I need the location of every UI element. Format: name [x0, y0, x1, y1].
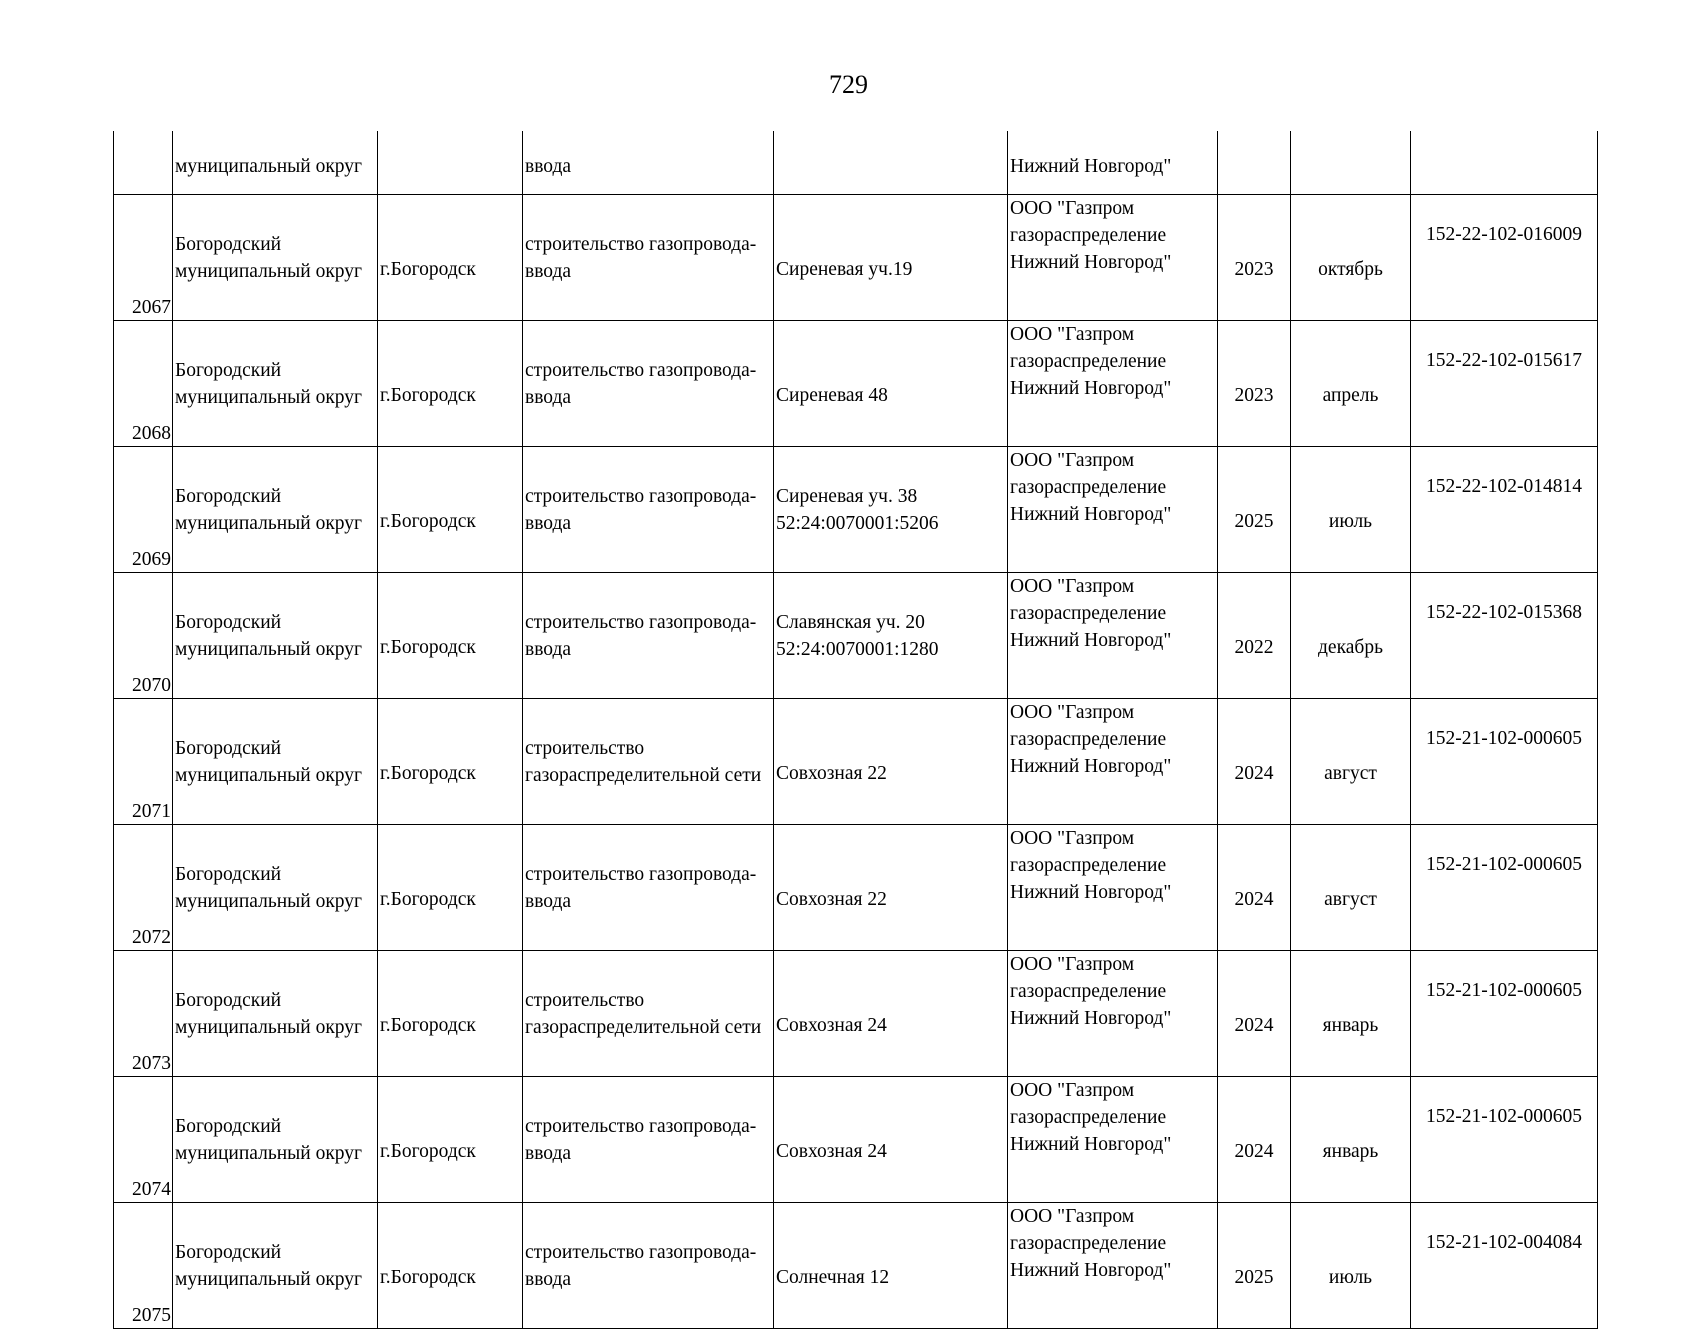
- work-line: строительство: [525, 989, 645, 1011]
- cell-work: [523, 1203, 774, 1329]
- gasification-table: [113, 131, 1598, 1329]
- cell-district: [173, 321, 378, 447]
- district-line: муниципальный округ: [175, 260, 363, 282]
- cell-work: [523, 195, 774, 321]
- org-line: Нижний Новгород": [1010, 882, 1172, 903]
- address-line: Сиреневая уч. 38: [776, 485, 918, 507]
- address-line: Совхозная 22: [776, 763, 887, 784]
- cell-district: [173, 825, 378, 951]
- cell-month: апрель: [1291, 321, 1411, 447]
- cell-month: июль: [1291, 1203, 1411, 1329]
- cell-year: 2025: [1218, 447, 1291, 573]
- page-number: 729: [829, 70, 868, 99]
- cell-work: [523, 573, 774, 699]
- work-line: ввода: [525, 638, 572, 660]
- org-line: газораспределение: [1010, 477, 1167, 498]
- cell-org: [1008, 1203, 1218, 1329]
- cell-num: 2072: [114, 825, 173, 951]
- cell-city: г.Богородск: [378, 321, 523, 447]
- cell-address: [774, 1203, 1008, 1329]
- cell-work: [523, 951, 774, 1077]
- work-line: строительство газопровода-: [525, 485, 757, 507]
- cell-month: июль: [1291, 447, 1411, 573]
- cell-work: ввода: [523, 131, 774, 195]
- cell-address: [774, 699, 1008, 825]
- cell-district: [173, 195, 378, 321]
- work-line: строительство газопровода-: [525, 863, 757, 885]
- cell-district: [173, 1077, 378, 1203]
- district-line: муниципальный округ: [175, 1268, 363, 1290]
- work-line: строительство газопровода-: [525, 611, 757, 633]
- district-line: Богородский: [175, 1115, 282, 1137]
- cell-city: г.Богородск: [378, 825, 523, 951]
- cell-address: [774, 825, 1008, 951]
- work-line: ввода: [525, 512, 572, 534]
- org-line: ООО "Газпром: [1010, 1206, 1135, 1227]
- org-line: Нижний Новгород": [1010, 1008, 1172, 1029]
- cell-district: [173, 447, 378, 573]
- cell-org: [1008, 825, 1218, 951]
- org-line: Нижний Новгород": [1010, 504, 1172, 525]
- cell-doc: [1411, 131, 1598, 195]
- address-line: Славянская уч. 20: [776, 611, 925, 633]
- org-line: ООО "Газпром: [1010, 324, 1135, 345]
- district-line: Богородский: [175, 989, 282, 1011]
- cell-district: [173, 699, 378, 825]
- org-line: газораспределение: [1010, 729, 1167, 750]
- cell-address: [774, 447, 1008, 573]
- district-line: Богородский: [175, 737, 282, 759]
- district-line: муниципальный округ: [175, 764, 363, 786]
- work-line: ввода: [525, 386, 572, 408]
- cell-city: г.Богородск: [378, 195, 523, 321]
- cell-num: 2067: [114, 195, 173, 321]
- district-line: муниципальный округ: [175, 386, 363, 408]
- work-line: строительство: [525, 737, 645, 759]
- org-line: ООО "Газпром: [1010, 1080, 1135, 1101]
- cell-month: январь: [1291, 951, 1411, 1077]
- cell-org: [1008, 321, 1218, 447]
- cell-doc: 152-21-102-000605: [1411, 699, 1598, 825]
- cell-work: [523, 447, 774, 573]
- cell-year: 2024: [1218, 825, 1291, 951]
- cell-doc: 152-22-102-016009: [1411, 195, 1598, 321]
- table-row: [114, 321, 1598, 447]
- org-line: газораспределение: [1010, 351, 1167, 372]
- cell-num: 2071: [114, 699, 173, 825]
- district-line: муниципальный округ: [175, 512, 363, 534]
- cell-month: август: [1291, 825, 1411, 951]
- cell-org: [1008, 573, 1218, 699]
- cell-month: январь: [1291, 1077, 1411, 1203]
- cell-address: [774, 1077, 1008, 1203]
- cell-doc: 152-21-102-004084: [1411, 1203, 1598, 1329]
- work-line: газораспределительной сети: [525, 764, 762, 786]
- cell-address: [774, 573, 1008, 699]
- cell-year: 2023: [1218, 321, 1291, 447]
- table-row: [114, 1077, 1598, 1203]
- district-line: муниципальный округ: [175, 1142, 363, 1164]
- address-line: Совхозная 22: [776, 889, 887, 910]
- org-line: газораспределение: [1010, 981, 1167, 1002]
- table-row: [114, 1203, 1598, 1329]
- cell-work: [523, 321, 774, 447]
- org-line: Нижний Новгород": [1010, 1134, 1172, 1155]
- cell-doc: 152-22-102-015617: [1411, 321, 1598, 447]
- cell-year: [1218, 131, 1291, 195]
- cell-org: [1008, 951, 1218, 1077]
- cell-work: [523, 699, 774, 825]
- org-line: газораспределение: [1010, 225, 1167, 246]
- table-row: [114, 195, 1598, 321]
- cell-year: 2025: [1218, 1203, 1291, 1329]
- address-line: Сиреневая 48: [776, 385, 888, 406]
- cell-year: 2024: [1218, 1077, 1291, 1203]
- cell-month: август: [1291, 699, 1411, 825]
- org-line: газораспределение: [1010, 603, 1167, 624]
- table-row: [114, 951, 1598, 1077]
- work-line: строительство газопровода-: [525, 1115, 757, 1137]
- address-line: Совхозная 24: [776, 1141, 887, 1162]
- cell-num: 2075: [114, 1203, 173, 1329]
- cell-city: г.Богородск: [378, 1203, 523, 1329]
- cell-doc: 152-22-102-015368: [1411, 573, 1598, 699]
- cell-district: муниципальный округ: [173, 131, 378, 195]
- work-line: строительство газопровода-: [525, 1241, 757, 1263]
- cell-address: [774, 131, 1008, 195]
- table-row: [114, 573, 1598, 699]
- cell-doc: 152-22-102-014814: [1411, 447, 1598, 573]
- table-row: [114, 447, 1598, 573]
- work-line: газораспределительной сети: [525, 1016, 762, 1038]
- cell-district: [173, 573, 378, 699]
- continuation-row: [114, 131, 1598, 195]
- cell-month: [1291, 131, 1411, 195]
- cell-num: 2073: [114, 951, 173, 1077]
- address-line: 52:24:0070001:5206: [776, 512, 939, 534]
- org-line: ООО "Газпром: [1010, 828, 1135, 849]
- cell-num: [114, 131, 173, 195]
- cell-address: [774, 195, 1008, 321]
- address-line: Сиреневая уч.19: [776, 259, 913, 280]
- org-line: ООО "Газпром: [1010, 450, 1135, 471]
- table-row: [114, 699, 1598, 825]
- work-line: ввода: [525, 890, 572, 912]
- org-line: ООО "Газпром: [1010, 198, 1135, 219]
- cell-city: г.Богородск: [378, 447, 523, 573]
- district-line: Богородский: [175, 1241, 282, 1263]
- org-line: ООО "Газпром: [1010, 702, 1135, 723]
- org-line: газораспределение: [1010, 1107, 1167, 1128]
- work-line: ввода: [525, 1268, 572, 1290]
- address-line: Совхозная 24: [776, 1015, 887, 1036]
- work-line: ввода: [525, 1142, 572, 1164]
- cell-city: [378, 131, 523, 195]
- cell-org: [1008, 1077, 1218, 1203]
- cell-year: 2022: [1218, 573, 1291, 699]
- cell-doc: 152-21-102-000605: [1411, 825, 1598, 951]
- cell-num: 2074: [114, 1077, 173, 1203]
- district-line: муниципальный округ: [175, 638, 363, 660]
- cell-city: г.Богородск: [378, 699, 523, 825]
- cell-doc: 152-21-102-000605: [1411, 1077, 1598, 1203]
- cell-month: октябрь: [1291, 195, 1411, 321]
- cell-year: 2023: [1218, 195, 1291, 321]
- cell-org: Нижний Новгород": [1008, 131, 1218, 195]
- cell-org: [1008, 699, 1218, 825]
- address-line: 52:24:0070001:1280: [776, 638, 939, 660]
- district-line: Богородский: [175, 233, 282, 255]
- cell-district: [173, 951, 378, 1077]
- org-line: Нижний Новгород": [1010, 1260, 1172, 1281]
- district-line: муниципальный округ: [175, 1016, 363, 1038]
- cell-num: 2070: [114, 573, 173, 699]
- org-line: газораспределение: [1010, 1233, 1167, 1254]
- district-line: муниципальный округ: [175, 890, 363, 912]
- org-line: Нижний Новгород": [1010, 630, 1172, 651]
- cell-num: 2068: [114, 321, 173, 447]
- org-line: ООО "Газпром: [1010, 954, 1135, 975]
- cell-doc: 152-21-102-000605: [1411, 951, 1598, 1077]
- work-line: строительство газопровода-: [525, 233, 757, 255]
- org-line: ООО "Газпром: [1010, 576, 1135, 597]
- table-row: [114, 825, 1598, 951]
- cell-work: [523, 825, 774, 951]
- district-line: Богородский: [175, 863, 282, 885]
- cell-city: г.Богородск: [378, 1077, 523, 1203]
- district-line: Богородский: [175, 359, 282, 381]
- org-line: Нижний Новгород": [1010, 378, 1172, 399]
- cell-address: [774, 321, 1008, 447]
- work-line: строительство газопровода-: [525, 359, 757, 381]
- cell-org: [1008, 195, 1218, 321]
- cell-work: [523, 1077, 774, 1203]
- district-line: Богородский: [175, 611, 282, 633]
- org-line: Нижний Новгород": [1010, 756, 1172, 777]
- cell-year: 2024: [1218, 699, 1291, 825]
- cell-num: 2069: [114, 447, 173, 573]
- cell-org: [1008, 447, 1218, 573]
- work-line: ввода: [525, 260, 572, 282]
- table-body: [114, 131, 1598, 1329]
- cell-month: декабрь: [1291, 573, 1411, 699]
- org-line: газораспределение: [1010, 855, 1167, 876]
- cell-city: г.Богородск: [378, 573, 523, 699]
- cell-address: [774, 951, 1008, 1077]
- cell-district: [173, 1203, 378, 1329]
- district-line: Богородский: [175, 485, 282, 507]
- cell-city: г.Богородск: [378, 951, 523, 1077]
- org-line: Нижний Новгород": [1010, 252, 1172, 273]
- cell-year: 2024: [1218, 951, 1291, 1077]
- address-line: Солнечная 12: [776, 1267, 890, 1288]
